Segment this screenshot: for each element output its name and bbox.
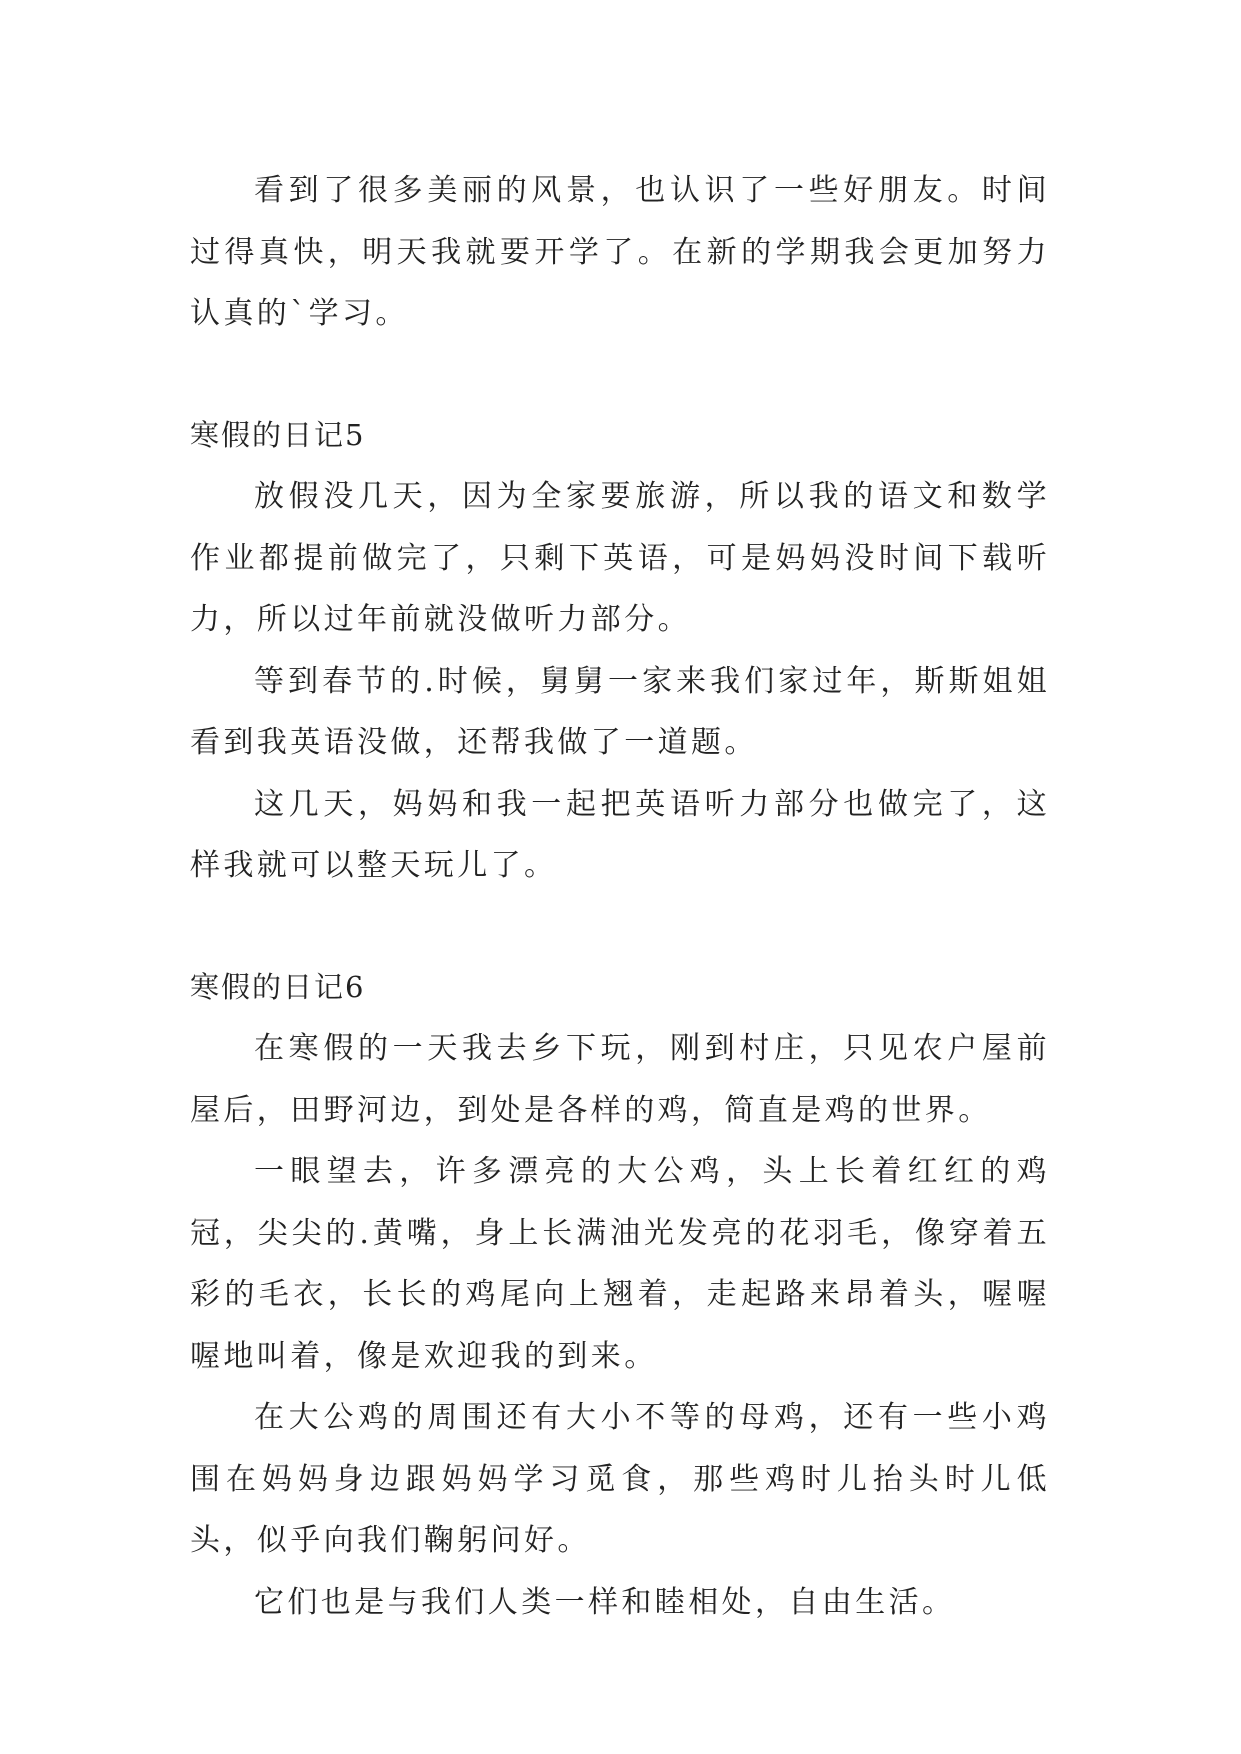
body-paragraph: 等到春节的.时候，舅舅一家来我们家过年，斯斯姐姐看到我英语没做，还帮我做了一道题。 (190, 663, 1050, 760)
body-paragraph: 放假没几天，因为全家要旅游，所以我的语文和数学作业都提前做完了，只剩下英语，可是妈妈没时间下载听力，所以过年前就没做听力部分。 (190, 479, 1050, 637)
body-paragraph: 这几天，妈妈和我一起把英语听力部分也做完了，这样我就可以整天玩儿了。 (190, 786, 1050, 883)
document-body (190, 160, 1050, 1633)
section-heading: 寒假的日记5 (190, 417, 366, 452)
body-paragraph: 在大公鸡的周围还有大小不等的母鸡，还有一些小鸡围在妈妈身边跟妈妈学习觅食，那些鸡时儿抬头时儿低头，似乎向我们鞠躬问好。 (190, 1400, 1050, 1558)
body-paragraph: 一眼望去，许多漂亮的大公鸡，头上长着红红的鸡冠，尖尖的.黄嘴，身上长满油光发亮的花羽毛，像穿着五彩的毛衣，长长的鸡尾向上翘着，走起路来昂着头，喔喔喔地叫着，像是欢迎我的到来。 (190, 1154, 1050, 1374)
body-paragraph: 在寒假的一天我去乡下玩，刚到村庄，只见农户屋前屋后，田野河边，到处是各样的鸡，简直是鸡的世界。 (190, 1031, 1050, 1128)
body-paragraph: 它们也是与我们人类一样和睦相处，自由生活。 (254, 1584, 956, 1620)
body-paragraph: 看到了很多美丽的风景，也认识了一些好朋友。时间过得真快，明天我就要开学了。在新的学期我会更加努力认真的`学习。 (190, 173, 1050, 331)
section-heading: 寒假的日记6 (190, 969, 366, 1004)
